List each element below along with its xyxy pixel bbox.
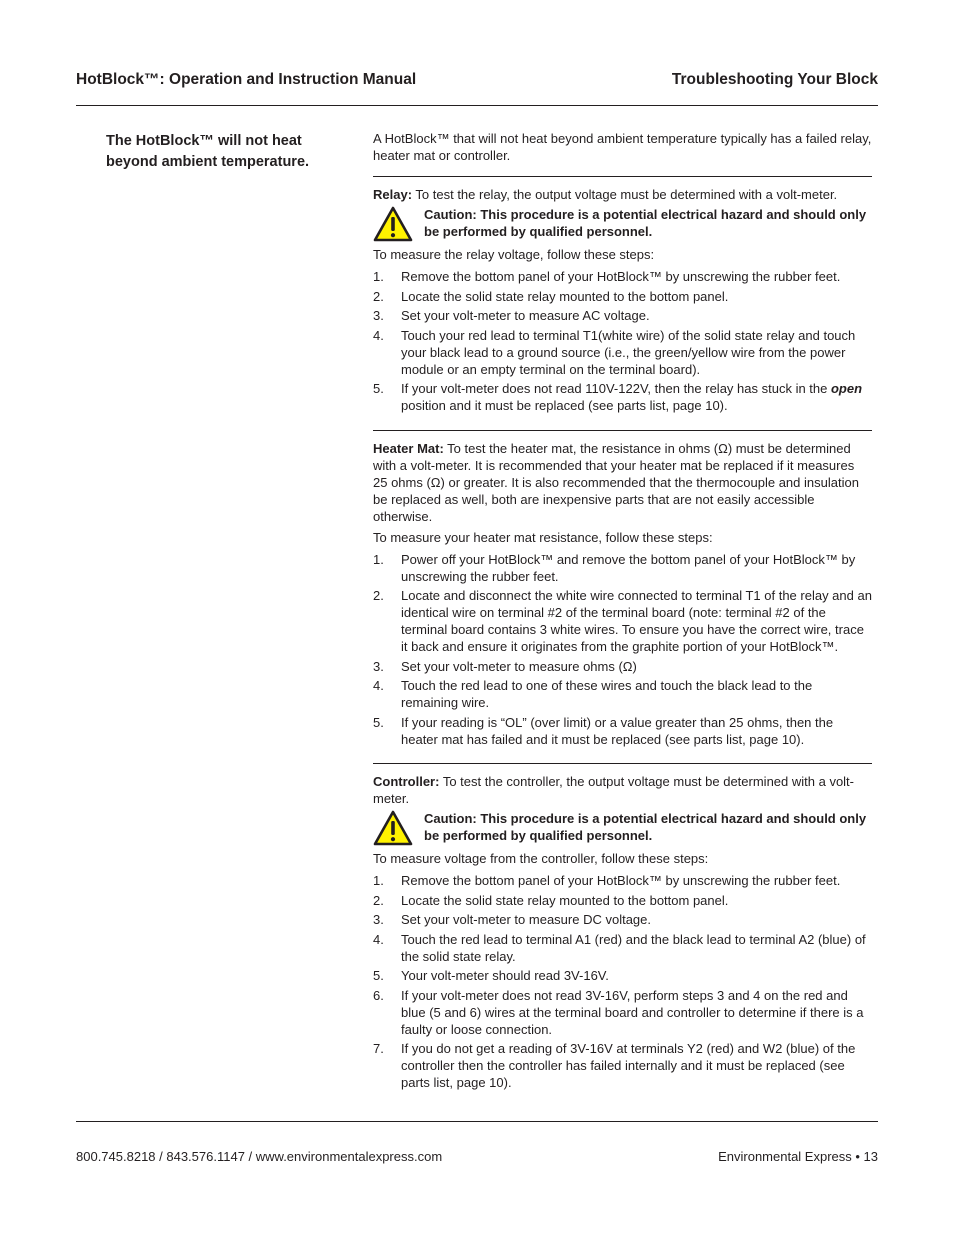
warning-triangle-icon [373,810,413,846]
list-item [373,658,872,675]
step-number: 2. [373,588,384,604]
list-item [373,288,872,305]
list-item [373,987,872,1038]
list-item [373,307,872,324]
list-item [373,677,872,711]
problem-heading-line-2: beyond ambient temperature. [106,154,310,170]
list-item [373,931,872,965]
relay-lead-text: To test the relay, the output voltage must be determined with a volt-meter. [412,187,838,202]
controller-steps-list [373,872,872,1091]
step-number: 2. [373,892,384,908]
main-content [373,130,872,1094]
relay-lead [373,186,872,203]
step-number: 1. [373,551,384,567]
warning-triangle-icon [373,206,413,242]
section-title: Troubleshooting Your Block [671,71,878,88]
step-text [401,380,872,414]
step-text-part: position and it must be replaced (see parts list, page 10). [401,398,728,413]
step-text: If your volt-meter does not read 3V-16V, perform steps 3 and 4 on the red and blue (5 and 6) wires at the terminal board and controller to determine if there is a faulty or loose connection. [401,987,864,1037]
page-header [76,71,878,106]
controller-steps-intro: To measure voltage from the controller, follow these steps: [373,851,709,867]
step-number: 4. [373,327,384,343]
list-item [373,587,872,655]
relay-steps-intro: To measure the relay voltage, follow these steps: [373,247,655,262]
manual-title [76,71,416,89]
list-item [373,327,872,378]
step-text: Set your volt-meter to measure DC voltage. [401,912,651,928]
controller-caution [373,810,872,846]
list-item [373,892,872,909]
step-number: 3. [373,658,384,674]
heater-mat-lead [373,440,872,526]
controller-section [373,764,872,1091]
heater-mat-steps-list [373,551,872,748]
step-number: 4. [373,678,384,694]
controller-label: Controller: [373,774,440,790]
controller-caution-text: Caution: This procedure is a potential electrical hazard and should only be performed by qualified personnel. [424,811,867,844]
step-text: Power off your HotBlock™ and remove the bottom panel of your HotBlock™ by unscrewing the rubber feet. [401,551,856,584]
heater-mat-label: Heater Mat: [373,440,444,456]
page-footer [76,1121,878,1164]
step-text: Locate and disconnect the white wire connected to terminal T1 of the relay and an identical wire on terminal #2 of the terminal board (note: terminal #2 of the terminal board contains 3 white wires. To ensure you have the correct wire, trace it back and ensure it originates from the graphite portion of your HotBlock™. [401,588,872,655]
brand-name: HotBlock™ [76,71,160,88]
step-number: 1. [373,873,384,889]
step-number: 3. [373,912,384,928]
list-item [373,714,872,748]
heater-mat-lead-text: To test the heater mat, the resistance in ohms (Ω) must be determined with a volt-meter. It is recommended that your heater mat be replaced if it measures 25 ohms (Ω) or greater. It is also recommended that the thermocouple and insulation be replaced as well, both are inexpensive parts that are not easily accessible otherwise. [373,440,859,525]
controller-lead-text: To test the controller, the output voltage must be determined with a volt-meter. [373,774,854,807]
list-item [373,1040,872,1091]
step-number: 1. [373,269,384,284]
step-number: 3. [373,308,384,323]
heater-mat-section [373,431,872,765]
emphasis-open: open [830,381,863,396]
relay-section [373,177,872,431]
step-number: 5. [373,381,384,396]
step-number: 2. [373,288,384,304]
relay-label: Relay: [373,187,413,202]
problem-heading-line-1: The HotBlock™ will not heat [106,133,302,149]
list-item [373,872,872,889]
list-item [373,380,872,414]
step-text-part: If your volt-meter does not read 110V-122V, then the relay has stuck in the [401,381,831,396]
list-item [373,268,872,285]
step-text: Locate the solid state relay mounted to the bottom panel. [401,892,729,908]
step-number: 5. [373,968,384,984]
footer-contact: 800.745.8218 / 843.576.1147 / www.environmentalexpress.com [76,1149,443,1164]
problem-heading [106,131,346,173]
list-item [373,911,872,928]
step-text: Remove the bottom panel of your HotBlock™ by unscrewing the rubber feet. [401,269,841,284]
step-text: Locate the solid state relay mounted to the bottom panel. [401,288,729,304]
step-text: If your reading is “OL” (over limit) or a value greater than 25 ohms, then the heater mat has failed and it must be replaced (see parts list, page 10). [401,714,834,747]
step-number: 7. [373,1041,384,1057]
relay-steps-list-final [373,380,872,414]
step-text: Touch your red lead to terminal T1(white wire) of the solid state relay and touch your black lead to a ground source (i.e., the green/yellow wire from the power module or an empty terminal on the terminal board). [401,327,856,377]
step-text: Remove the bottom panel of your HotBlock™ by unscrewing the rubber feet. [401,873,841,889]
step-text: Touch the red lead to one of these wires and touch the black lead to the remaining wire. [401,678,813,711]
relay-caution [373,206,872,242]
list-item [373,551,872,585]
step-text: If you do not get a reading of 3V-16V at terminals Y2 (red) and W2 (blue) of the controller then the controller has failed internally and it must be replaced (see parts list, page 10). [401,1041,856,1091]
manual-title-rest: : Operation and Instruction Manual [159,71,417,88]
controller-lead [373,773,872,807]
relay-steps-list [373,268,872,378]
intro-paragraph: A HotBlock™ that will not heat beyond ambient temperature typically has a failed relay, heater mat or controller. [373,130,872,177]
step-text: Your volt-meter should read 3V-16V. [401,968,609,984]
step-text: Set your volt-meter to measure AC voltage. [401,308,650,323]
relay-caution-text: Caution: This procedure is a potential electrical hazard and should only be performed by qualified personnel. [424,207,867,239]
step-text: Touch the red lead to terminal A1 (red) and the black lead to terminal A2 (blue) of the solid state relay. [401,931,866,964]
heater-mat-steps-intro: To measure your heater mat resistance, follow these steps: [373,529,713,545]
step-number: 6. [373,987,384,1003]
step-number: 4. [373,931,384,947]
step-number: 5. [373,714,384,730]
list-item [373,967,872,984]
footer-company-page: Environmental Express • 13 [718,1149,878,1164]
step-text: Set your volt-meter to measure ohms (Ω) [401,658,637,674]
